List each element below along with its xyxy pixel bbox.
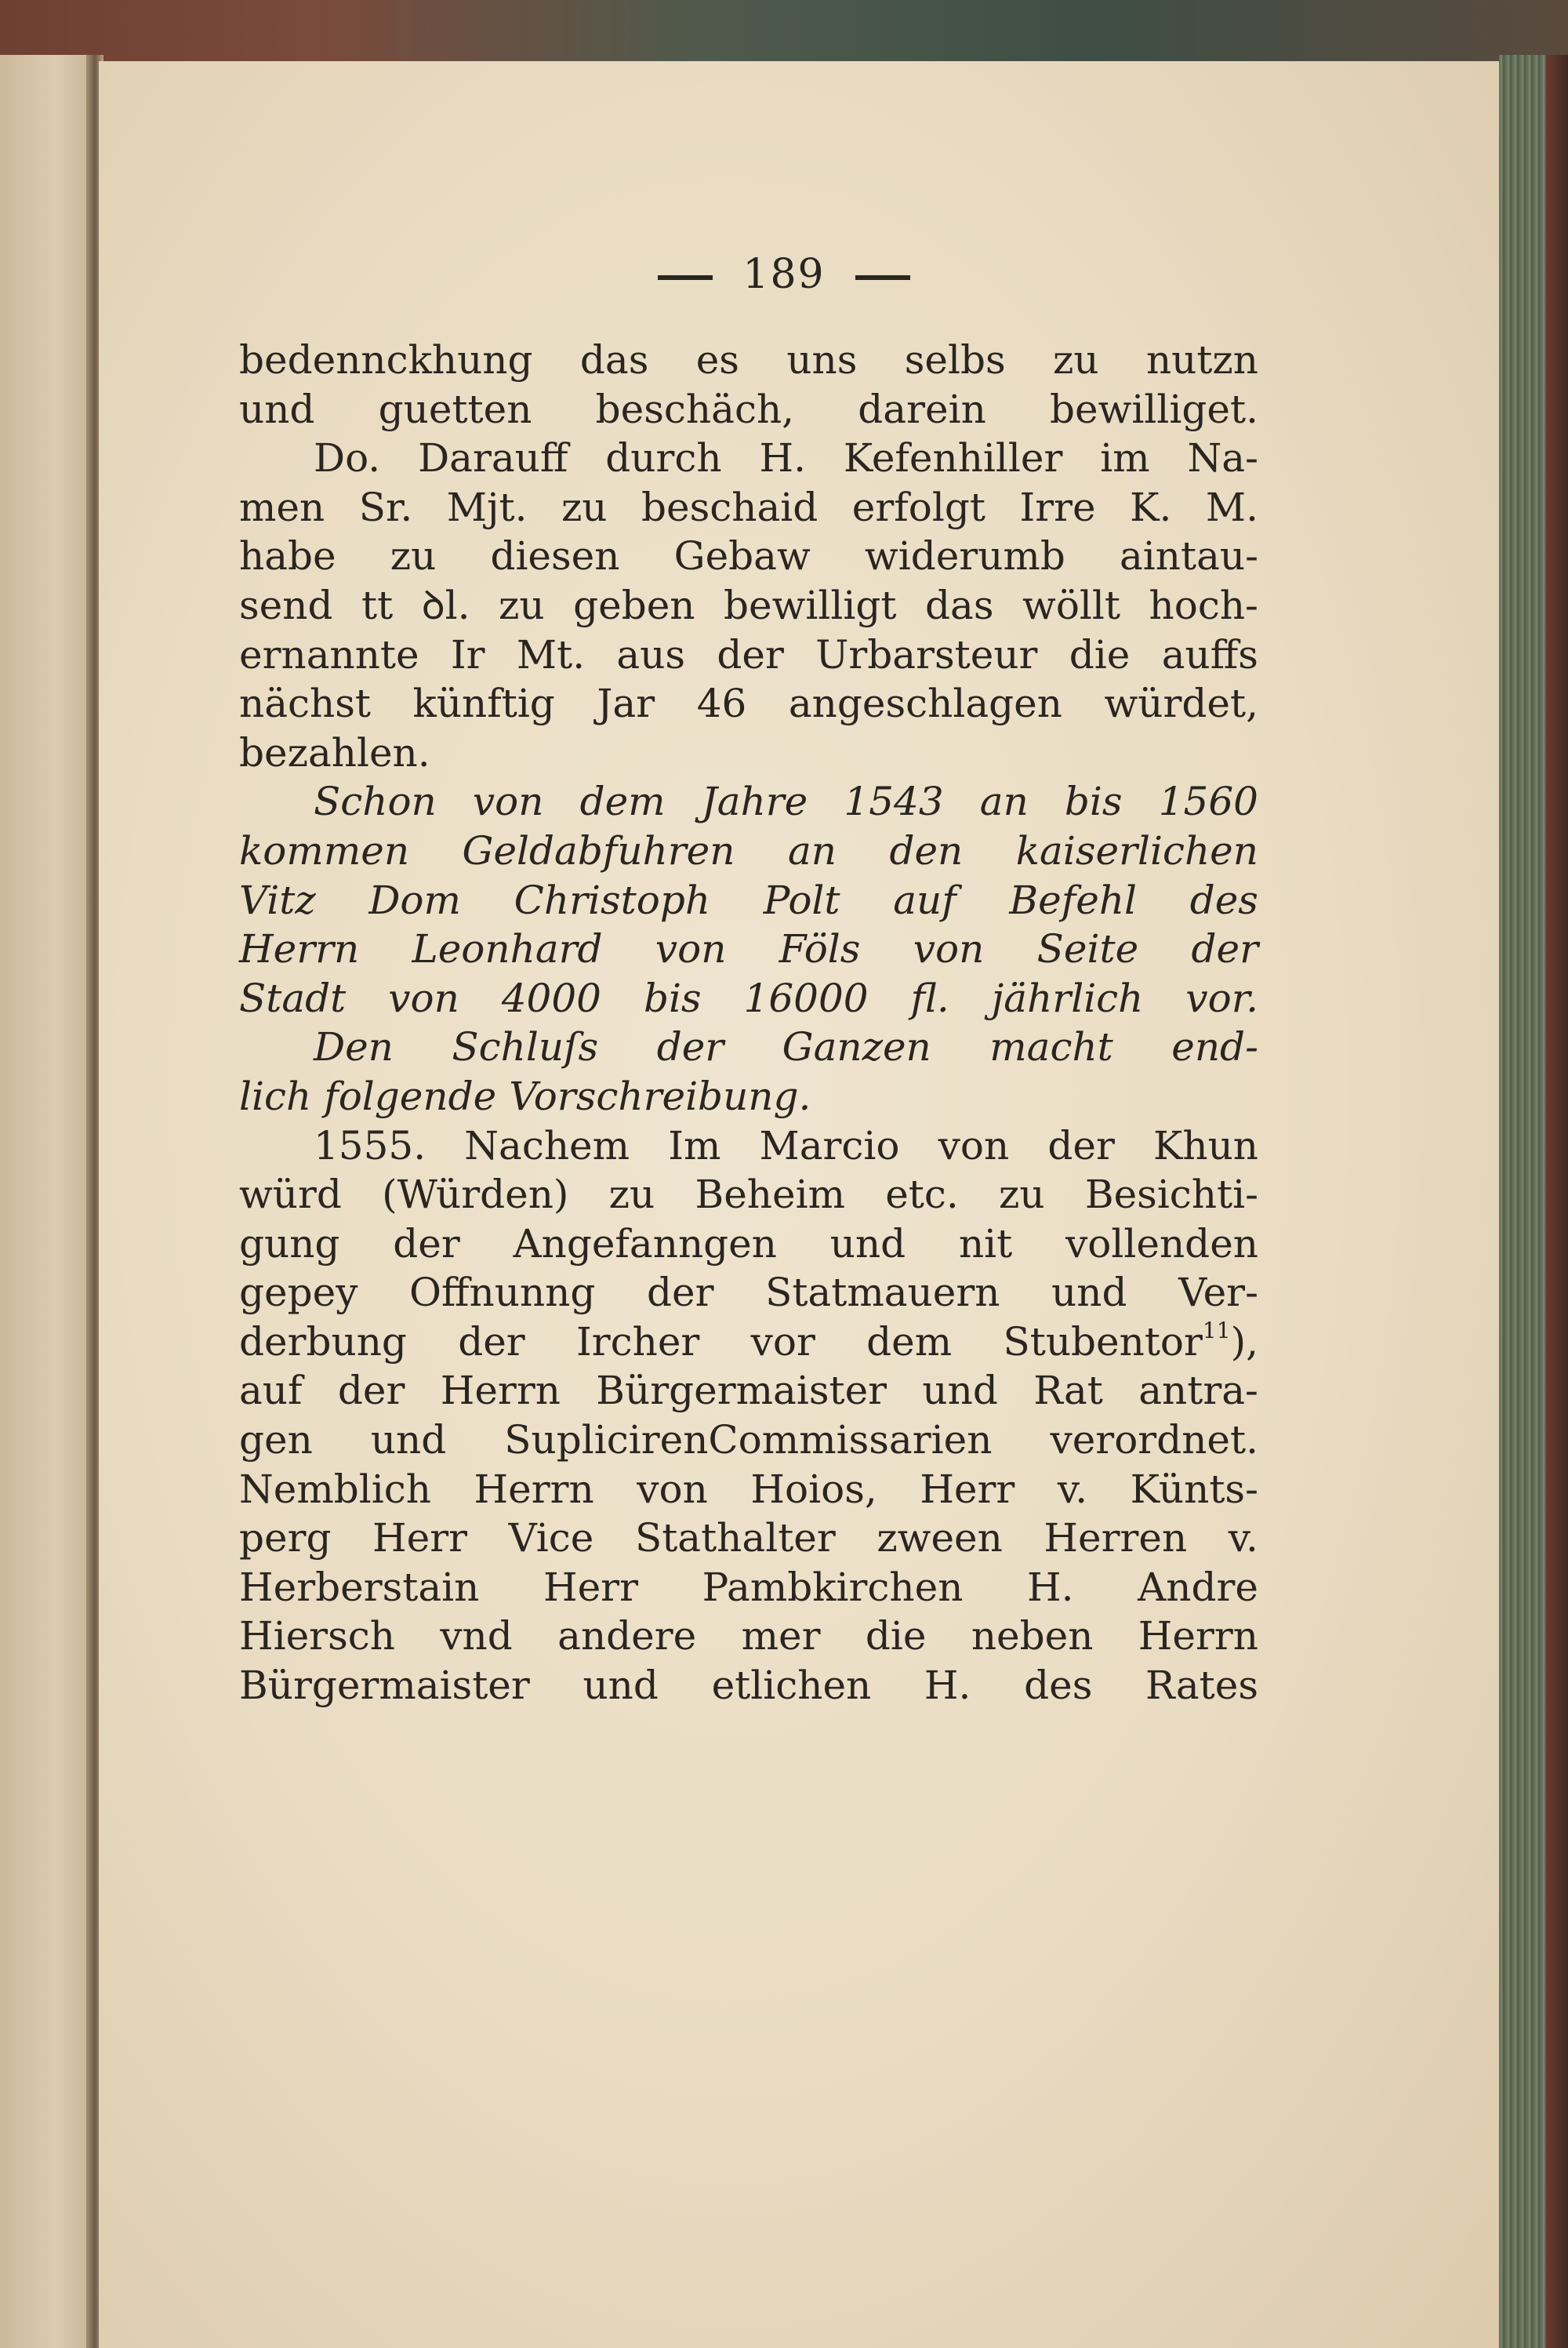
word: Jahre	[701, 779, 808, 825]
word: Irre	[1019, 484, 1096, 530]
word: der	[458, 1318, 525, 1365]
word: es	[695, 337, 739, 383]
word: darein	[858, 386, 986, 432]
word: Dom	[368, 877, 461, 923]
page-block-edge	[1499, 55, 1568, 2348]
text-line	[239, 385, 1258, 434]
word: vnd	[440, 1613, 513, 1659]
word: bewilliget.	[1050, 386, 1258, 432]
word: hoch-	[1149, 582, 1258, 628]
word: von	[637, 1466, 708, 1512]
word: Seite	[1036, 926, 1139, 972]
word: der	[646, 1270, 714, 1316]
word: Na-	[1187, 435, 1258, 482]
word: Do.	[314, 435, 381, 482]
word: auffs	[1161, 631, 1258, 678]
word: derbung	[239, 1318, 407, 1365]
page-number: 189	[742, 251, 826, 298]
word: Bürgermaister	[239, 1663, 530, 1709]
word: habe	[239, 533, 336, 580]
word: künftig	[412, 681, 555, 727]
word: der	[1047, 1122, 1115, 1169]
word: Offnunng	[409, 1270, 596, 1316]
text-line	[239, 1612, 1258, 1661]
text-line	[239, 434, 1258, 483]
text-line	[239, 974, 1258, 1023]
word: dem	[579, 779, 666, 825]
word: von	[655, 926, 727, 972]
word: Kefenhiller	[843, 435, 1063, 482]
facing-page-edge	[0, 55, 93, 2348]
footnote-marker: 11	[1202, 1317, 1231, 1343]
word: Herrn	[1138, 1613, 1258, 1659]
word: Mt.	[516, 631, 586, 678]
word: uns	[786, 337, 858, 383]
word: Statmauern	[765, 1270, 1000, 1316]
word: im	[1100, 435, 1150, 482]
word: Hoios,	[750, 1466, 877, 1512]
word: send	[239, 582, 333, 628]
word: beschäch,	[595, 386, 795, 432]
word: des	[1189, 877, 1258, 923]
word: men	[239, 484, 325, 530]
word: vor.	[1185, 975, 1258, 1021]
word: lich	[239, 1073, 312, 1119]
word: das	[579, 337, 649, 383]
text-line	[239, 1416, 1258, 1465]
word: das	[925, 582, 994, 628]
word: Ganzen	[782, 1024, 931, 1070]
word: zu	[1053, 337, 1099, 383]
word: Darauff	[418, 435, 568, 482]
word: Ir	[450, 631, 485, 678]
word: (Würden)	[382, 1172, 569, 1218]
word: Bürgermaister	[596, 1368, 887, 1414]
word: gung	[239, 1220, 340, 1267]
word: von	[913, 926, 985, 972]
word: und	[583, 1663, 659, 1709]
text-line	[239, 631, 1258, 680]
word: des	[1024, 1663, 1093, 1709]
word: und	[239, 386, 315, 432]
word: Stathalter	[634, 1515, 836, 1561]
text-line	[239, 581, 1258, 631]
word: erfolgt	[851, 484, 985, 530]
word: Nemblich	[239, 1466, 431, 1512]
word: Hiersch	[239, 1613, 395, 1659]
word: Mjt.	[446, 484, 528, 530]
word: nit	[958, 1220, 1013, 1267]
word: und	[922, 1368, 998, 1414]
word: durch	[605, 435, 722, 482]
word: Herr	[543, 1564, 638, 1610]
word: perg	[239, 1515, 332, 1561]
text-line	[239, 1318, 1258, 1367]
text-line	[239, 1072, 1258, 1121]
text-line	[239, 777, 1258, 827]
word: aintau-	[1119, 533, 1258, 580]
text-line	[239, 1366, 1258, 1416]
word: der	[1191, 926, 1258, 972]
word: Herr	[372, 1515, 468, 1561]
word: zu	[608, 1172, 655, 1218]
text-line	[239, 1268, 1258, 1318]
word: Angefanngen	[513, 1220, 777, 1267]
word: etc.	[885, 1172, 959, 1218]
word: antra-	[1138, 1368, 1258, 1414]
word: würd	[239, 1172, 342, 1218]
word: vollenden	[1065, 1220, 1258, 1267]
word: Vice	[508, 1515, 594, 1561]
word: würdet,	[1104, 681, 1258, 727]
word: fl.	[910, 975, 949, 1021]
word: von	[472, 779, 544, 825]
word: an	[787, 827, 837, 874]
word: auf	[893, 877, 956, 923]
word: die	[1069, 631, 1131, 678]
word: 46	[696, 681, 747, 727]
word: zu	[561, 484, 608, 530]
word: Gebaw	[673, 533, 811, 580]
word: bis	[1064, 779, 1123, 825]
text-line	[239, 336, 1258, 385]
word: Khun	[1153, 1122, 1258, 1169]
text-line	[239, 679, 1258, 729]
word: bezahlen.	[239, 729, 430, 776]
word: Rates	[1145, 1663, 1258, 1709]
word: Jar	[597, 681, 655, 727]
word: Herr	[920, 1466, 1015, 1512]
word: nutzn	[1145, 337, 1258, 383]
word: Herrn	[239, 926, 360, 972]
word: Vitz	[239, 877, 316, 923]
word: verordnet.	[1050, 1417, 1258, 1463]
word: wöllt	[1022, 582, 1120, 628]
word: Marcio	[759, 1122, 900, 1169]
word: der	[393, 1220, 460, 1267]
word: bis	[643, 975, 702, 1021]
word: K.	[1130, 484, 1172, 530]
word: an	[979, 779, 1029, 825]
word: 1560	[1158, 779, 1258, 825]
word: Besichti-	[1084, 1172, 1258, 1218]
word: H.	[924, 1663, 971, 1709]
word: der	[717, 631, 784, 678]
word: Sr.	[358, 484, 413, 530]
book-cover-edge	[0, 0, 1568, 71]
word: dem	[866, 1318, 953, 1365]
word: Ircher	[575, 1318, 700, 1365]
text-line	[239, 1219, 1258, 1269]
word: selbs	[904, 337, 1006, 383]
word: vor	[750, 1318, 815, 1365]
word: bedennckhung	[239, 337, 533, 383]
word: Andre	[1138, 1564, 1258, 1610]
word: 4000	[501, 975, 601, 1021]
word: bewilligt	[724, 582, 897, 628]
word: tt	[361, 582, 394, 628]
word: kommen	[239, 827, 410, 874]
word: Pambkirchen	[702, 1564, 964, 1610]
word: Vorschreibung.	[509, 1073, 811, 1119]
word: H.	[759, 435, 806, 482]
word: Herren	[1044, 1515, 1188, 1561]
word: Rat	[1033, 1368, 1103, 1414]
word: der	[656, 1024, 724, 1070]
word: und	[370, 1417, 447, 1463]
word: kaiserlichen	[1015, 827, 1258, 874]
word: v.	[1057, 1466, 1088, 1512]
text-line	[239, 1563, 1258, 1612]
word: geben	[573, 582, 695, 628]
word: andere	[557, 1613, 697, 1659]
body-text	[239, 251, 1258, 1710]
word: Föls	[779, 926, 861, 972]
word: den	[889, 827, 964, 874]
word: Im	[668, 1122, 721, 1169]
text-line	[239, 1514, 1258, 1563]
word: Leonhard	[412, 926, 603, 972]
word: nächst	[239, 681, 371, 727]
word: von	[938, 1122, 1010, 1169]
word: Ver-	[1178, 1270, 1258, 1316]
word: 16000	[743, 975, 869, 1021]
word: Herrn	[440, 1368, 561, 1414]
word: zu	[499, 582, 545, 628]
word: 1543	[844, 779, 944, 825]
word: Geldabfuhren	[462, 827, 735, 874]
word: Künts-	[1130, 1466, 1258, 1512]
text-line	[239, 1023, 1258, 1072]
text-line	[239, 729, 1258, 778]
word: mer	[741, 1613, 821, 1659]
text-line	[239, 1170, 1258, 1219]
word: Schon	[314, 779, 437, 825]
word: Christoph	[514, 877, 711, 923]
text-line	[239, 532, 1258, 581]
word: jährlich	[991, 975, 1144, 1021]
text-line	[239, 1465, 1258, 1514]
word: ꝺl.	[421, 582, 470, 628]
word: etlichen	[711, 1663, 872, 1709]
word: guetten	[378, 386, 532, 432]
word: end-	[1171, 1024, 1258, 1070]
text-line	[239, 876, 1258, 925]
word: gepey	[239, 1270, 358, 1316]
word: neben	[971, 1613, 1094, 1659]
word: macht	[989, 1024, 1113, 1070]
word: folgende	[324, 1073, 497, 1119]
word: Herrn	[474, 1466, 594, 1512]
word: und	[829, 1220, 906, 1267]
word: Beheim	[695, 1172, 845, 1218]
word: beschaid	[641, 484, 818, 530]
text-line	[239, 1661, 1258, 1710]
word: Herberstain	[239, 1564, 480, 1610]
text-line	[239, 925, 1258, 974]
word: ernannte	[239, 631, 419, 678]
word: Befehl	[1009, 877, 1138, 923]
word: M.	[1205, 484, 1258, 530]
word: Polt	[763, 877, 840, 923]
word: v.	[1228, 1515, 1258, 1561]
word: aus	[616, 631, 686, 678]
text-line	[239, 483, 1258, 532]
word: von	[388, 975, 459, 1021]
word: 1555.	[314, 1122, 426, 1169]
word: Urbarsteur	[815, 631, 1038, 678]
word: widerumb	[864, 533, 1065, 580]
word: zween	[877, 1515, 1003, 1561]
word: SuplicirenCommissarien	[504, 1417, 993, 1463]
text-line	[239, 1121, 1258, 1171]
word: gen	[239, 1417, 313, 1463]
word: der	[337, 1368, 405, 1414]
word: auf	[239, 1368, 303, 1414]
word: die	[865, 1613, 927, 1659]
word: angeschlagen	[788, 681, 1062, 727]
word: Nachem	[464, 1122, 630, 1169]
word: H.	[1027, 1564, 1074, 1610]
word: Stadt	[239, 975, 347, 1021]
word: diesen	[490, 533, 620, 580]
word: Stubentor$^{11}$),	[1003, 1317, 1258, 1365]
text-line	[239, 827, 1258, 876]
word: Den	[314, 1024, 394, 1070]
word: zu	[390, 533, 437, 580]
word: und	[1051, 1270, 1127, 1316]
word: Schluſs	[452, 1024, 599, 1070]
word: zu	[999, 1172, 1045, 1218]
